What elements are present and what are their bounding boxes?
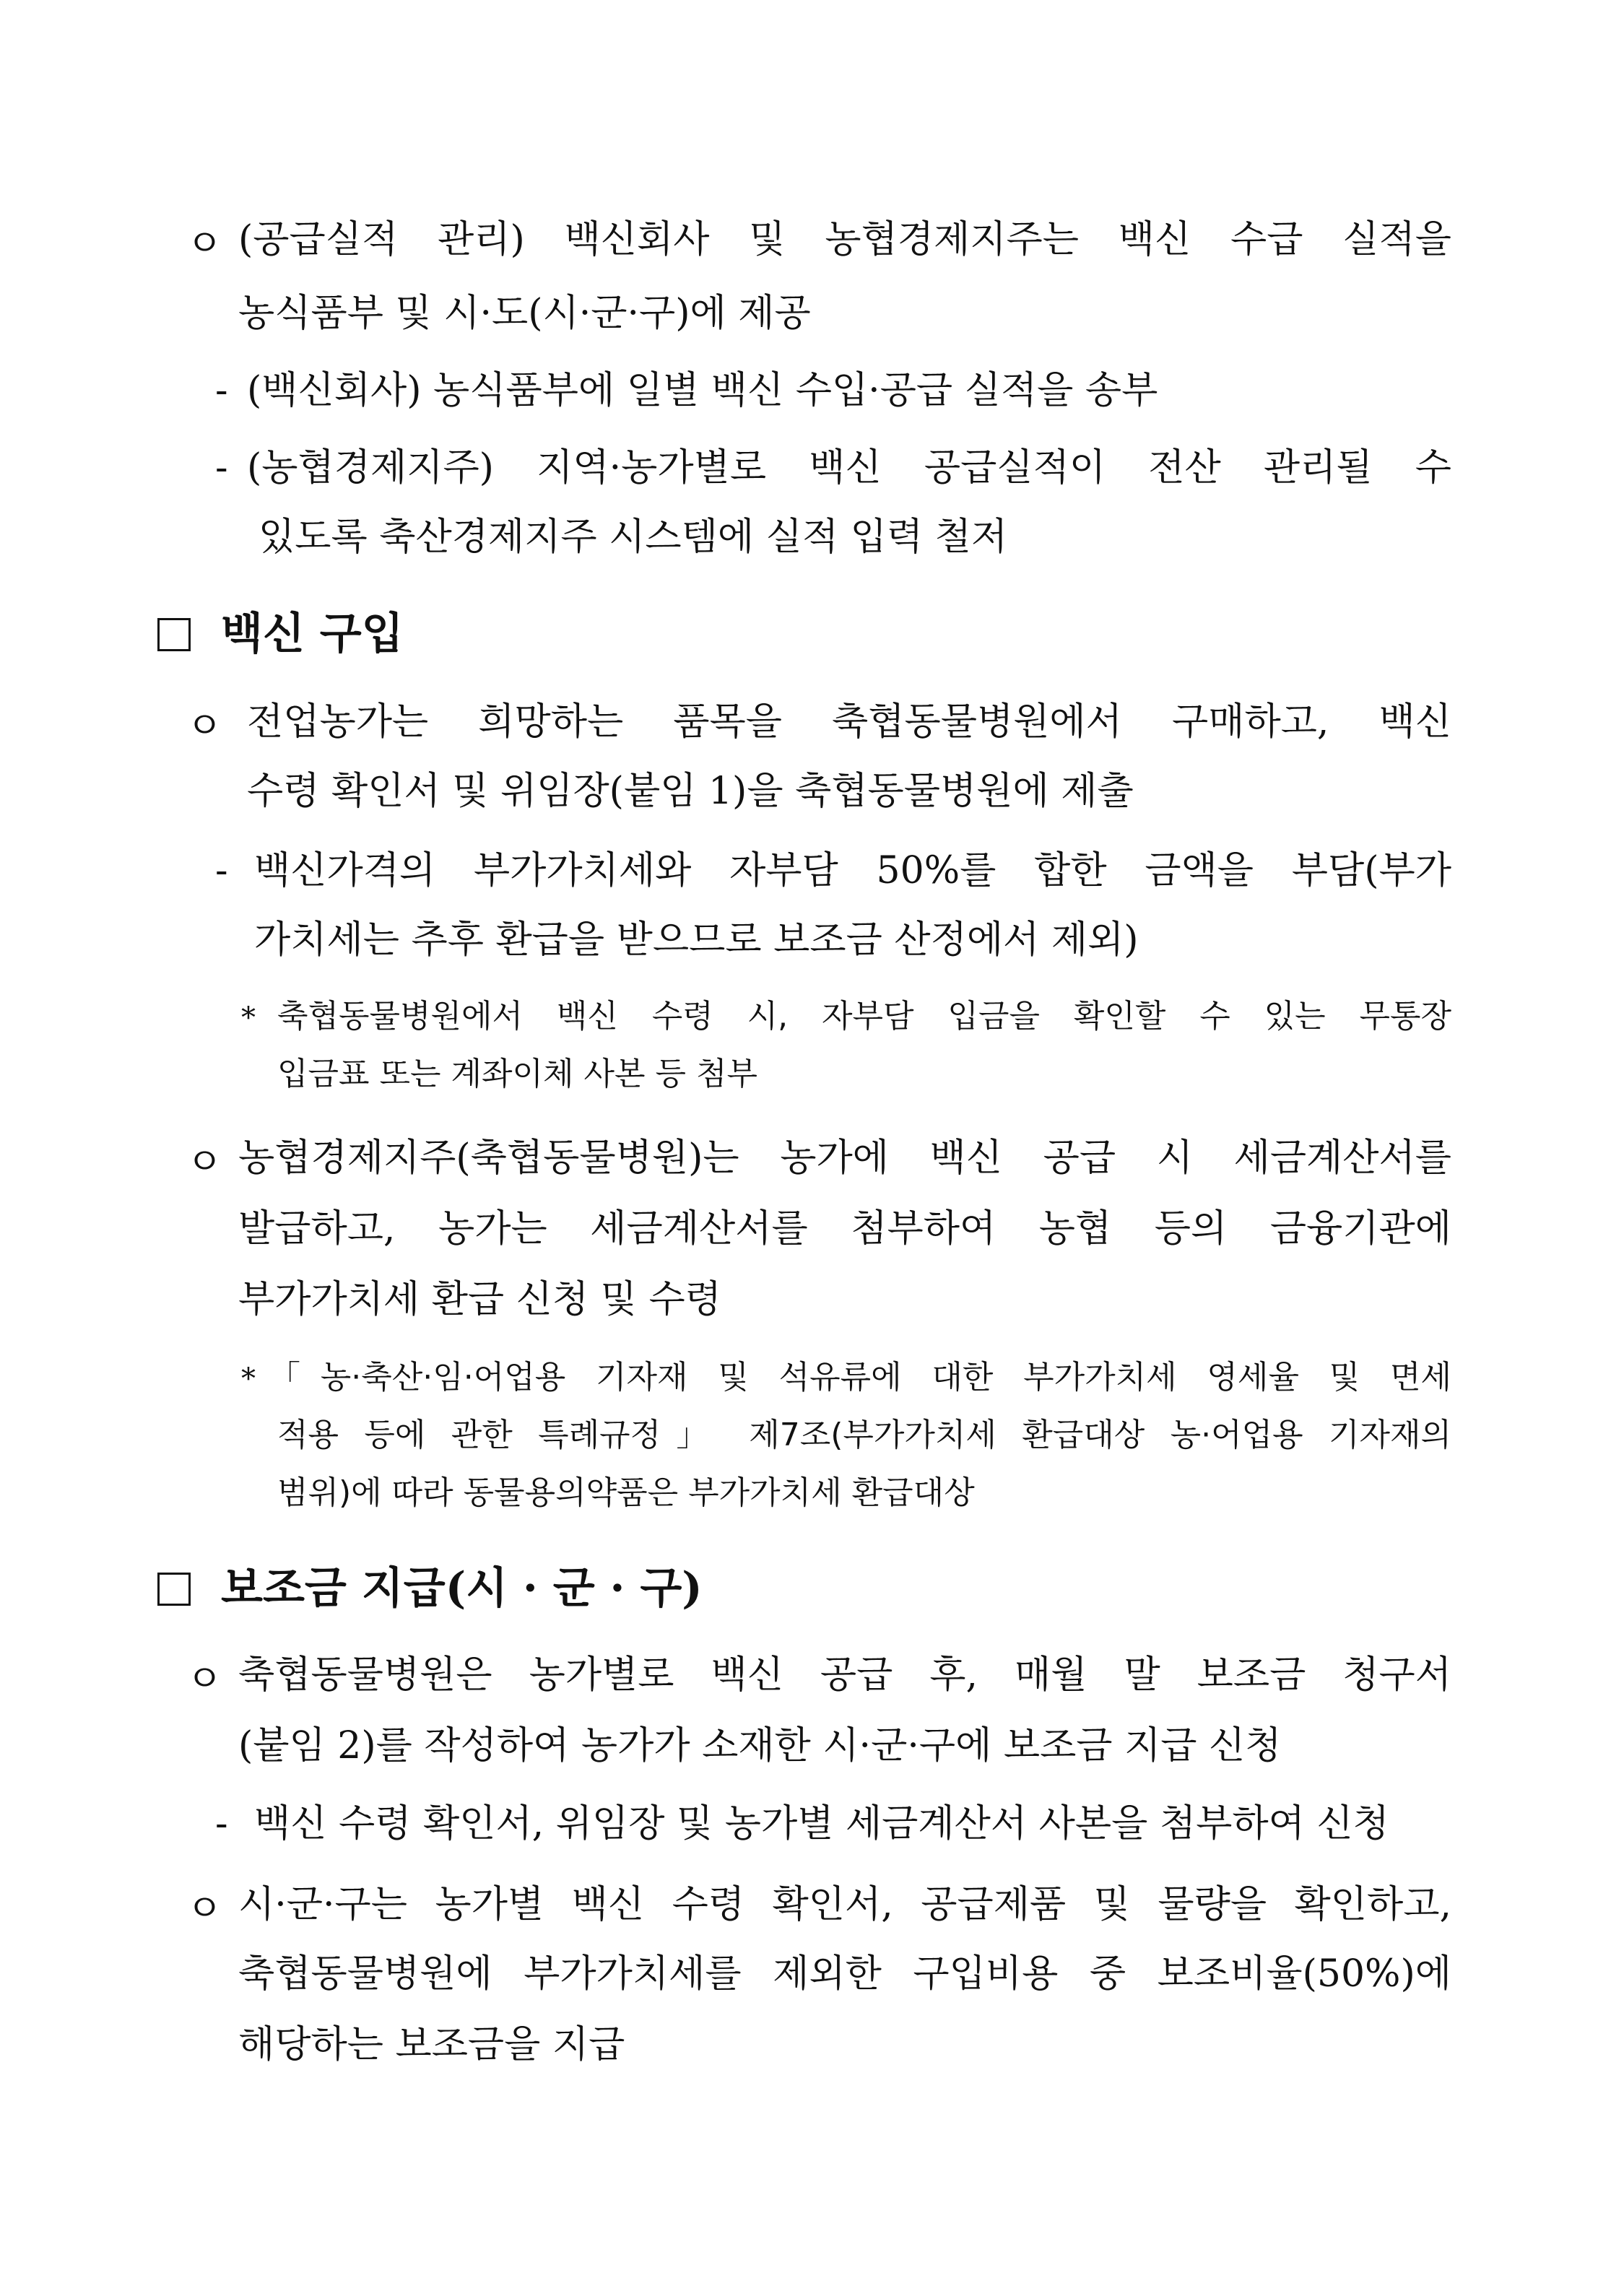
subsidy-bullet-2-line-3: 해당하는 보조금을 지급: [238, 2023, 625, 2066]
supply-sub-nonghyup-line-2: 있도록 축산경제지주 시스템에 실적 입력 철저: [259, 516, 1008, 559]
purchase-bullet-2-line-3: 부가가치세 환급 신청 및 수령: [238, 1278, 721, 1321]
dash-marker: -: [215, 369, 228, 412]
dash-marker: -: [215, 446, 228, 490]
section-title-vaccine-purchase: 백신 구입: [221, 609, 404, 659]
subsidy-bullet-2-line-1: 시·군·구는 농가별 백신 수령 확인서, 공급제품 및 물량을 확인하고,: [238, 1883, 1451, 1926]
section-title-subsidy-payment: 보조금 지급(시 · 군 · 구): [221, 1563, 703, 1614]
dash-marker: -: [215, 1802, 228, 1845]
circle-bullet-marker: ㅇ: [186, 222, 223, 266]
asterisk-marker: *: [241, 1362, 256, 1396]
circle-bullet-marker: ㅇ: [186, 1887, 223, 1931]
purchase-bullet-2-line-1: 농협경제지주(축협동물병원)는 농가에 백신 공급 시 세금계산서를: [238, 1136, 1451, 1180]
purchase-bullet-2-line-2: 발급하고, 농가는 세금계산서를 첨부하여 농협 등의 금융기관에: [238, 1207, 1451, 1251]
subsidy-bullet-2-line-2: 축협동물병원에 부가가치세를 제외한 구입비용 중 보조비율(50%)에: [238, 1952, 1451, 1996]
supply-bullet-line-1: (공급실적 관리) 백신회사 및 농협경제지주는 백신 수급 실적을: [238, 218, 1451, 261]
purchase-note-2-line-1: 「농·축산·임·어업용 기자재 및 석유류에 대한 부가가치세 영세율 및 면세: [269, 1359, 1451, 1396]
subsidy-bullet-1-line-2: (붙임 2)를 작성하여 농가가 소재한 시·군·구에 보조금 지급 신청: [238, 1724, 1282, 1767]
circle-bullet-marker: ㅇ: [186, 705, 223, 748]
section-box-marker: [157, 618, 191, 651]
subsidy-bullet-1-line-1: 축협동물병원은 농가별로 백신 공급 후, 매월 말 보조금 청구서: [238, 1653, 1451, 1697]
purchase-bullet-1-line-2: 수령 확인서 및 위임장(붙임 1)을 축협동물병원에 제출: [247, 770, 1134, 813]
purchase-bullet-1-line-1: 전업농가는 희망하는 품목을 축협동물병원에서 구매하고, 백신: [247, 700, 1451, 744]
circle-bullet-marker: ㅇ: [186, 1658, 223, 1701]
purchase-sub-1-line-2: 가치세는 추후 환급을 받으므로 보조금 산정에서 제외): [254, 918, 1139, 962]
circle-bullet-marker: ㅇ: [186, 1141, 223, 1184]
supply-sub-vaccine-company: (백신회사) 농식품부에 일별 백신 수입·공급 실적을 송부: [247, 369, 1158, 412]
purchase-sub-1-line-1: 백신가격의 부가가치세와 자부담 50%를 합한 금액을 부담(부가: [254, 849, 1451, 892]
supply-sub-nonghyup-line-1: (농협경제지주) 지역·농가별로 백신 공급실적이 전산 관리될 수: [247, 446, 1451, 490]
purchase-note-2-line-3: 범위)에 따라 동물용의약품은 부가가치세 환급대상: [277, 1474, 975, 1511]
dash-marker: -: [215, 849, 228, 892]
purchase-note-1-line-1: 축협동물병원에서 백신 수령 시, 자부담 입금을 확인할 수 있는 무통장: [277, 998, 1451, 1035]
purchase-note-2-line-2: 적용 등에 관한 특례규정」 제7조(부가가치세 환급대상 농·어업용 기자재의: [277, 1417, 1451, 1453]
section-box-marker: [157, 1573, 191, 1606]
supply-bullet-line-2: 농식품부 및 시·도(시·군·구)에 제공: [238, 292, 811, 335]
purchase-note-1-line-2: 입금표 또는 계좌이체 사본 등 첨부: [277, 1056, 757, 1092]
subsidy-sub-documents: 백신 수령 확인서, 위임장 및 농가별 세금계산서 사본을 첨부하여 신청: [254, 1802, 1389, 1845]
asterisk-marker: *: [241, 1001, 256, 1035]
